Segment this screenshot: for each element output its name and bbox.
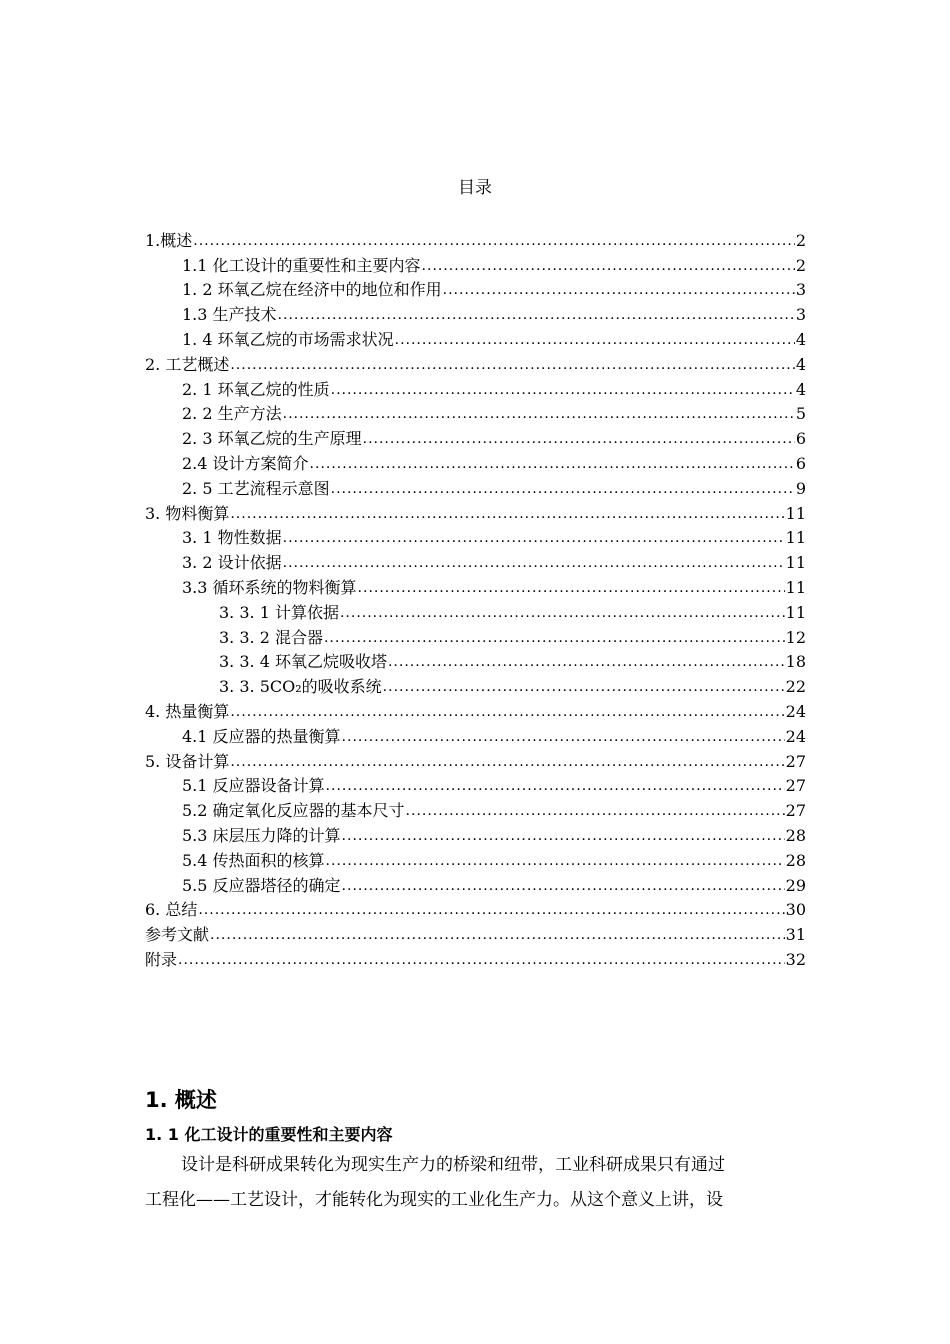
toc-entry[interactable] [145, 920, 806, 945]
toc-leader-dots [342, 727, 785, 747]
toc-leader-dots [230, 702, 784, 722]
toc-entry[interactable] [145, 672, 806, 697]
toc-entry-label: 3. 3. 1 计算依据 [219, 602, 339, 622]
toc-leader-dots [178, 950, 785, 970]
toc-leader-dots [406, 801, 785, 821]
toc-entry[interactable] [145, 648, 806, 673]
toc-entry-page: 12 [785, 627, 806, 647]
toc-entry-label: 5.2 确定氧化反应器的基本尺寸 [182, 801, 405, 821]
toc-entry-page: 3 [795, 280, 806, 300]
toc-leader-dots [326, 851, 785, 871]
toc-entry-page: 11 [785, 503, 806, 523]
toc-entry[interactable] [145, 747, 806, 772]
toc-leader-dots [340, 603, 785, 623]
toc-entry-page: 27 [785, 776, 806, 796]
toc-leader-dots [210, 925, 785, 945]
toc-leader-dots [342, 826, 785, 846]
toc-leader-dots [230, 355, 794, 375]
toc-entry[interactable] [145, 226, 806, 251]
toc-entry-label: 1.概述 [145, 230, 193, 250]
toc-leader-dots [278, 305, 795, 325]
toc-entry-page: 11 [785, 602, 806, 622]
toc-entry-label: 6. 总结 [145, 900, 198, 920]
toc-entry[interactable] [145, 573, 806, 598]
toc-leader-dots [331, 479, 795, 499]
toc-entry[interactable] [145, 449, 806, 474]
toc-entry-label: 3. 3. 2 混合器 [219, 627, 323, 647]
toc-entry-page: 11 [785, 553, 806, 573]
toc-entry-label: 2. 工艺概述 [145, 354, 230, 374]
toc-entry[interactable] [145, 821, 806, 846]
toc-entry-label: 5. 设备计算 [145, 751, 230, 771]
toc-entry[interactable] [145, 499, 806, 524]
toc-entry[interactable] [145, 424, 806, 449]
toc-entry[interactable] [145, 300, 806, 325]
toc-entry-label: 2. 2 生产方法 [182, 404, 282, 424]
toc-entry-label: 2. 1 环氧乙烷的性质 [182, 379, 330, 399]
section-heading: 1. 概述 [145, 1088, 217, 1112]
toc-leader-dots [443, 280, 795, 300]
toc-entry-page: 28 [785, 850, 806, 870]
toc-entry-page: 24 [785, 701, 806, 721]
toc-entry-label: 5.4 传热面积的核算 [182, 850, 325, 870]
toc-entry-label: 参考文献 [145, 925, 210, 945]
toc-entry[interactable] [145, 524, 806, 549]
toc-leader-dots [363, 429, 795, 449]
toc-leader-dots [283, 528, 785, 548]
toc-entry-page: 4 [795, 354, 806, 374]
toc-leader-dots [358, 578, 785, 598]
toc-entry-page: 4 [795, 379, 806, 399]
toc-entry-page: 32 [785, 949, 806, 969]
toc-entry-page: 27 [785, 751, 806, 771]
toc-entry-page: 11 [785, 528, 806, 548]
toc-entry[interactable] [145, 350, 806, 375]
toc-entry-page: 29 [785, 875, 806, 895]
toc-leader-dots [230, 752, 784, 772]
toc-entry[interactable] [145, 896, 806, 921]
toc-entry[interactable] [145, 871, 806, 896]
toc-entry-label: 4.1 反应器的热量衡算 [182, 726, 341, 746]
toc-leader-dots [283, 553, 785, 573]
toc-entry-page: 4 [795, 329, 806, 349]
toc-leader-dots [383, 677, 785, 697]
toc-entry-page: 5 [795, 404, 806, 424]
toc-entry-label: 5.5 反应器塔径的确定 [182, 875, 341, 895]
toc-leader-dots [230, 504, 784, 524]
toc-entry[interactable] [145, 548, 806, 573]
toc-entry[interactable] [145, 474, 806, 499]
toc-entry-page: 27 [785, 801, 806, 821]
toc-leader-dots [342, 876, 785, 896]
toc-entry-page: 28 [785, 825, 806, 845]
toc-entry[interactable] [145, 375, 806, 400]
toc-entry[interactable] [145, 276, 806, 301]
body-paragraph [145, 1148, 807, 1218]
toc-entry-page: 11 [785, 577, 806, 597]
toc-entry-label: 3.3 循环系统的物料衡算 [182, 577, 357, 597]
toc-entry-page: 9 [795, 478, 806, 498]
toc-entry-label: 1. 2 环氧乙烷在经济中的地位和作用 [182, 280, 442, 300]
toc-entry-page: 6 [795, 429, 806, 449]
toc-entry-label: 1.3 生产技术 [182, 305, 277, 325]
toc-entry-label: 1.1 化工设计的重要性和主要内容 [182, 255, 421, 275]
toc-entry-page: 2 [795, 255, 806, 275]
toc-entry-label: 3. 2 设计依据 [182, 553, 282, 573]
paragraph-line: 设计是科研成果转化为现实生产力的桥梁和纽带，工业科研成果只有通过 [181, 1155, 725, 1175]
toc-entry-label: 附录 [145, 949, 178, 969]
toc-entry-label: 2. 3 环氧乙烷的生产原理 [182, 429, 362, 449]
toc-entry-page: 22 [785, 677, 806, 697]
toc-leader-dots [326, 776, 785, 796]
toc-entry-label: 2.4 设计方案简介 [182, 453, 309, 473]
toc-entry-page: 30 [785, 900, 806, 920]
toc-entry[interactable] [145, 400, 806, 425]
paragraph-line: 工程化——工艺设计，才能转化为现实的工业化生产力。从这个意义上讲，设 [145, 1190, 723, 1210]
toc-leader-dots [388, 652, 785, 672]
toc-entry[interactable] [145, 251, 806, 276]
subsection-heading: 1. 1 化工设计的重要性和主要内容 [145, 1125, 393, 1144]
toc-entry-label: 5.1 反应器设备计算 [182, 776, 325, 796]
toc-entry[interactable] [145, 772, 806, 797]
toc-entry[interactable] [145, 846, 806, 871]
toc-entry-label: 3. 物料衡算 [145, 503, 230, 523]
toc-entry-label: 4. 热量衡算 [145, 701, 230, 721]
toc-entry[interactable] [145, 722, 806, 747]
toc-entry[interactable] [145, 623, 806, 648]
toc-leader-dots [283, 404, 795, 424]
toc-title: 目录 [458, 178, 492, 198]
table-of-contents [145, 226, 806, 970]
toc-leader-dots [198, 900, 784, 920]
toc-entry-page: 2 [795, 230, 806, 250]
toc-leader-dots [331, 380, 795, 400]
toc-entry-label: 3. 3. 4 环氧乙烷吸收塔 [219, 652, 387, 672]
toc-entry[interactable] [145, 697, 806, 722]
toc-entry-page: 31 [785, 925, 806, 945]
toc-leader-dots [193, 231, 795, 251]
toc-leader-dots [324, 628, 785, 648]
toc-entry-label: 1. 4 环氧乙烷的市场需求状况 [182, 329, 394, 349]
toc-entry-label: 3. 1 物性数据 [182, 528, 282, 548]
toc-entry[interactable] [145, 945, 806, 970]
toc-entry[interactable] [145, 598, 806, 623]
toc-entry-label: 3. 3. 5CO₂的吸收系统 [219, 677, 382, 697]
toc-leader-dots [395, 330, 795, 350]
toc-entry-page: 18 [785, 652, 806, 672]
toc-entry-page: 3 [795, 305, 806, 325]
toc-entry-page: 6 [795, 453, 806, 473]
toc-entry-page: 24 [785, 726, 806, 746]
toc-entry-label: 2. 5 工艺流程示意图 [182, 478, 330, 498]
toc-leader-dots [310, 454, 795, 474]
toc-entry[interactable] [145, 796, 806, 821]
toc-entry[interactable] [145, 325, 806, 350]
toc-leader-dots [422, 256, 795, 276]
toc-entry-label: 5.3 床层压力降的计算 [182, 825, 341, 845]
